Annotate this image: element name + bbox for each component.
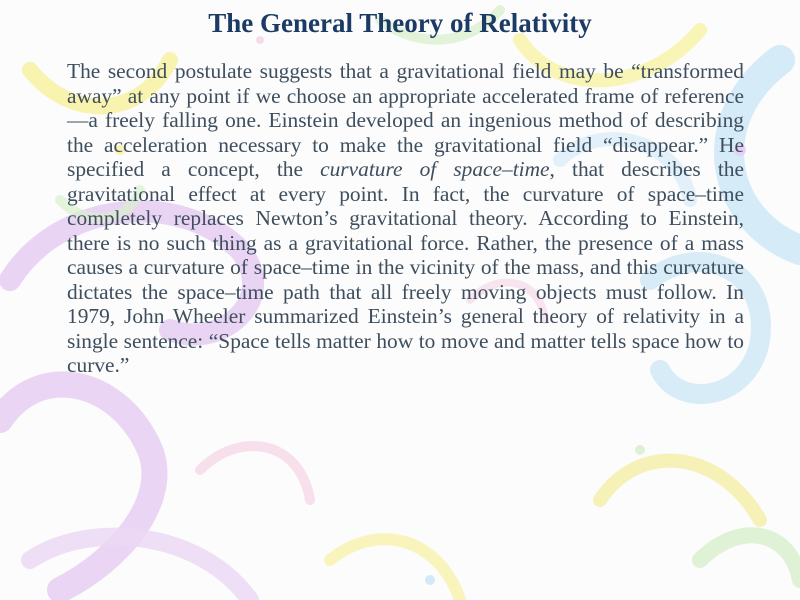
- slide-title: The General Theory of Relativity: [208, 8, 592, 38]
- paragraph-text-part-1: The second postulate suggests that a gravitational field may be “transformed away” at any point if we choose an appropriate accelerated frame of reference—a freely falling one. Einstein developed an ingenious method of describing the acceleration necessary to make the gravitational field “disappear.” He specified a concept, the: [67, 59, 744, 181]
- paragraph-text-part-2: , that describes the gravitational effect at every point. In fact, the curvature of space–time completely replaces Newton’s gravitational theory. According to Einstein, there is no such thing as a gravitational force. Rather, the presence of a mass causes a curvature of space–time in the vicinity of the mass, and this curvature dictates the space–time path that all freely moving objects must follow. In 1979, John Wheeler summarized Einstein’s general theory of relativity in a single sentence: “Space tells matter how to move and matter tells space how to curve.”: [67, 157, 744, 377]
- emphasized-term: curvature of space–time: [320, 157, 550, 181]
- body-paragraph: [67, 59, 744, 378]
